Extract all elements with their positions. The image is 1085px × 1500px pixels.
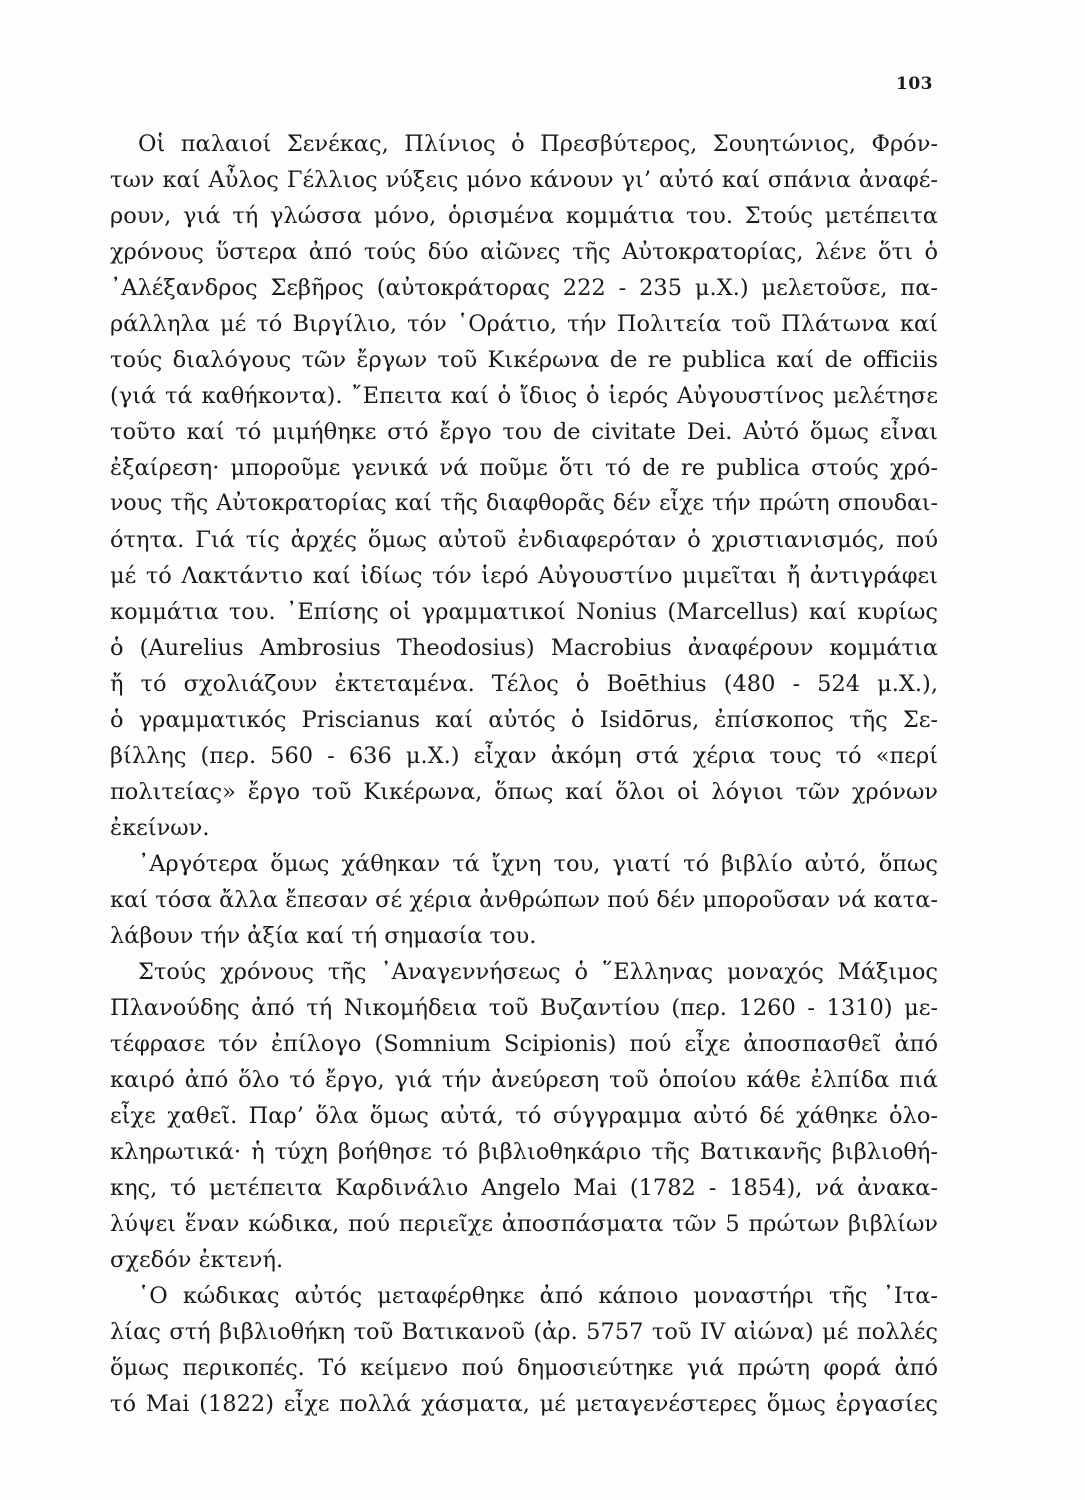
text-line: ἐξαίρεση· μποροῦμε γενικά νά ποῦμε ὅτι τό de re publica στούς χρό- <box>110 455 938 481</box>
text-line: ἐκείνων. <box>110 815 210 841</box>
text-line: των καί Αὖλος Γέλλιος νύξεις μόνο κάνουν γι’ αὐτό καί σπάνια ἀναφέ- <box>110 167 938 193</box>
text-line: ᾿Αργότερα ὅμως χάθηκαν τά ἴχνη του, γιατί τό βιβλίο αὐτό, ὅπως <box>138 851 938 877</box>
text-line: λύψει ἕναν κώδικα, πού περιεῖχε ἀποσπάσματα τῶν 5 πρώτων βιβλίων <box>110 1211 938 1237</box>
text-line: ἤ τό σχολιάζουν ἐκτεταμένα. Τέλος ὁ Boēthius (480 - 524 μ.Χ.), <box>110 671 938 697</box>
text-line: καί τόσα ἄλλα ἔπεσαν σέ χέρια ἀνθρώπων πού δέν μποροῦσαν νά κατα- <box>110 887 938 913</box>
text-line: (γιά τά καθήκοντα). ῎Επειτα καί ὁ ἴδιος ὁ ἱερός Αὐγουστίνος μελέτησε <box>110 383 938 409</box>
text-line: ὁ γραμματικός Priscianus καί αὐτός ὁ Isidōrus, ἐπίσκοπος τῆς Σε- <box>110 707 938 733</box>
text-line: ᾿Αλέξανδρος Σεβῆρος (αὐτοκράτορας 222 - 235 μ.Χ.) μελετοῦσε, πα- <box>110 275 938 301</box>
text-line: καιρό ἀπό ὅλο τό ἔργο, γιά τήν ἀνεύρεση τοῦ ὁποίου κάθε ἐλπίδα πιά <box>110 1067 938 1093</box>
text-line: βίλλης (περ. 560 - 636 μ.Χ.) εἶχαν ἀκόμη στά χέρια τους τό «περί <box>110 743 938 769</box>
text-line: τοῦτο καί τό μιμήθηκε στό ἔργο του de civitate Dei. Αὐτό ὅμως εἶναι <box>110 419 938 445</box>
text-line: ὁ (Aurelius Ambrosius Theodosius) Macrobius ἀναφέρουν κομμάτια <box>110 635 938 661</box>
text-line: ῾Ο κώδικας αὐτός μεταφέρθηκε ἀπό κάποιο μοναστήρι τῆς ᾿Ιτα- <box>138 1283 938 1309</box>
text-line: κομμάτια του. ᾿Επίσης οἱ γραμματικοί Nonius (Marcellus) καί κυρίως <box>110 599 938 625</box>
text-line: σχεδόν ἐκτενή. <box>110 1247 284 1273</box>
body-text <box>110 126 938 1422</box>
text-line: κης, τό μετέπειτα Καρδινάλιο Angelo Mai (1782 - 1854), νά ἀνακα- <box>110 1175 938 1201</box>
text-line: Πλανούδης ἀπό τή Νικομήδεια τοῦ Βυζαντίου (περ. 1260 - 1310) με- <box>110 995 938 1021</box>
text-line: λίας στή βιβλιοθήκη τοῦ Βατικανοῦ (ἀρ. 5757 τοῦ IV αἰώνα) μέ πολλές <box>110 1319 938 1345</box>
text-line: τέφρασε τόν ἐπίλογο (Somnium Scipionis) πού εἶχε ἀποσπασθεῖ ἀπό <box>110 1031 938 1057</box>
page-number: 103 <box>896 74 933 94</box>
text-line: πολιτείας» ἔργο τοῦ Κικέρωνα, ὅπως καί ὅλοι οἱ λόγιοι τῶν χρόνων <box>110 779 938 805</box>
text-line: ὅμως περικοπές. Τό κείμενο πού δημοσιεύτηκε γιά πρώτη φορά ἀπό <box>110 1355 938 1381</box>
text-line: ράλληλα μέ τό Βιργίλιο, τόν ῾Οράτιο, τήν Πολιτεία τοῦ Πλάτωνα καί <box>110 311 938 337</box>
text-line: ότητα. Γιά τίς ἀρχές ὅμως αὐτοῦ ἐνδιαφερόταν ὁ χριστιανισμός, πού <box>110 527 938 553</box>
text-line: νους τῆς Αὐτοκρατορίας καί τῆς διαφθορᾶς δέν εἶχε τήν πρώτη σπουδαι- <box>110 491 938 516</box>
text-line: τούς διαλόγους τῶν ἔργων τοῦ Κικέρωνα de re publica καί de officiis <box>110 347 938 373</box>
text-line: χρόνους ὕστερα ἀπό τούς δύο αἰῶνες τῆς Αὐτοκρατορίας, λένε ὅτι ὁ <box>110 239 938 265</box>
text-line: λάβουν τήν ἀξία καί τή σημασία του. <box>110 923 537 949</box>
text-line: εἶχε χαθεῖ. Παρ’ ὅλα ὅμως αὐτά, τό σύγγραμμα αὐτό δέ χάθηκε ὁλο- <box>110 1103 938 1129</box>
text-line: ρουν, γιά τή γλώσσα μόνο, ὁρισμένα κομμάτια του. Στούς μετέπειτα <box>110 203 938 229</box>
text-line: Οἱ παλαιοί Σενέκας, Πλίνιος ὁ Πρεσβύτερος, Σουητώνιος, Φρόν- <box>138 131 938 157</box>
text-line: τό Mai (1822) εἶχε πολλά χάσματα, μέ μεταγενέστερες ὅμως ἐργασίες <box>110 1391 938 1417</box>
text-line: κληρωτικά· ἡ τύχη βοήθησε τό βιβλιοθηκάριο τῆς Βατικανῆς βιβλιοθή- <box>110 1139 938 1165</box>
text-line: μέ τό Λακτάντιο καί ἰδίως τόν ἱερό Αὐγουστίνο μιμεῖται ἤ ἀντιγράφει <box>110 563 938 589</box>
text-line: Στούς χρόνους τῆς ᾿Αναγεννήσεως ὁ ῞Ελληνας μοναχός Μάξιμος <box>138 959 938 985</box>
